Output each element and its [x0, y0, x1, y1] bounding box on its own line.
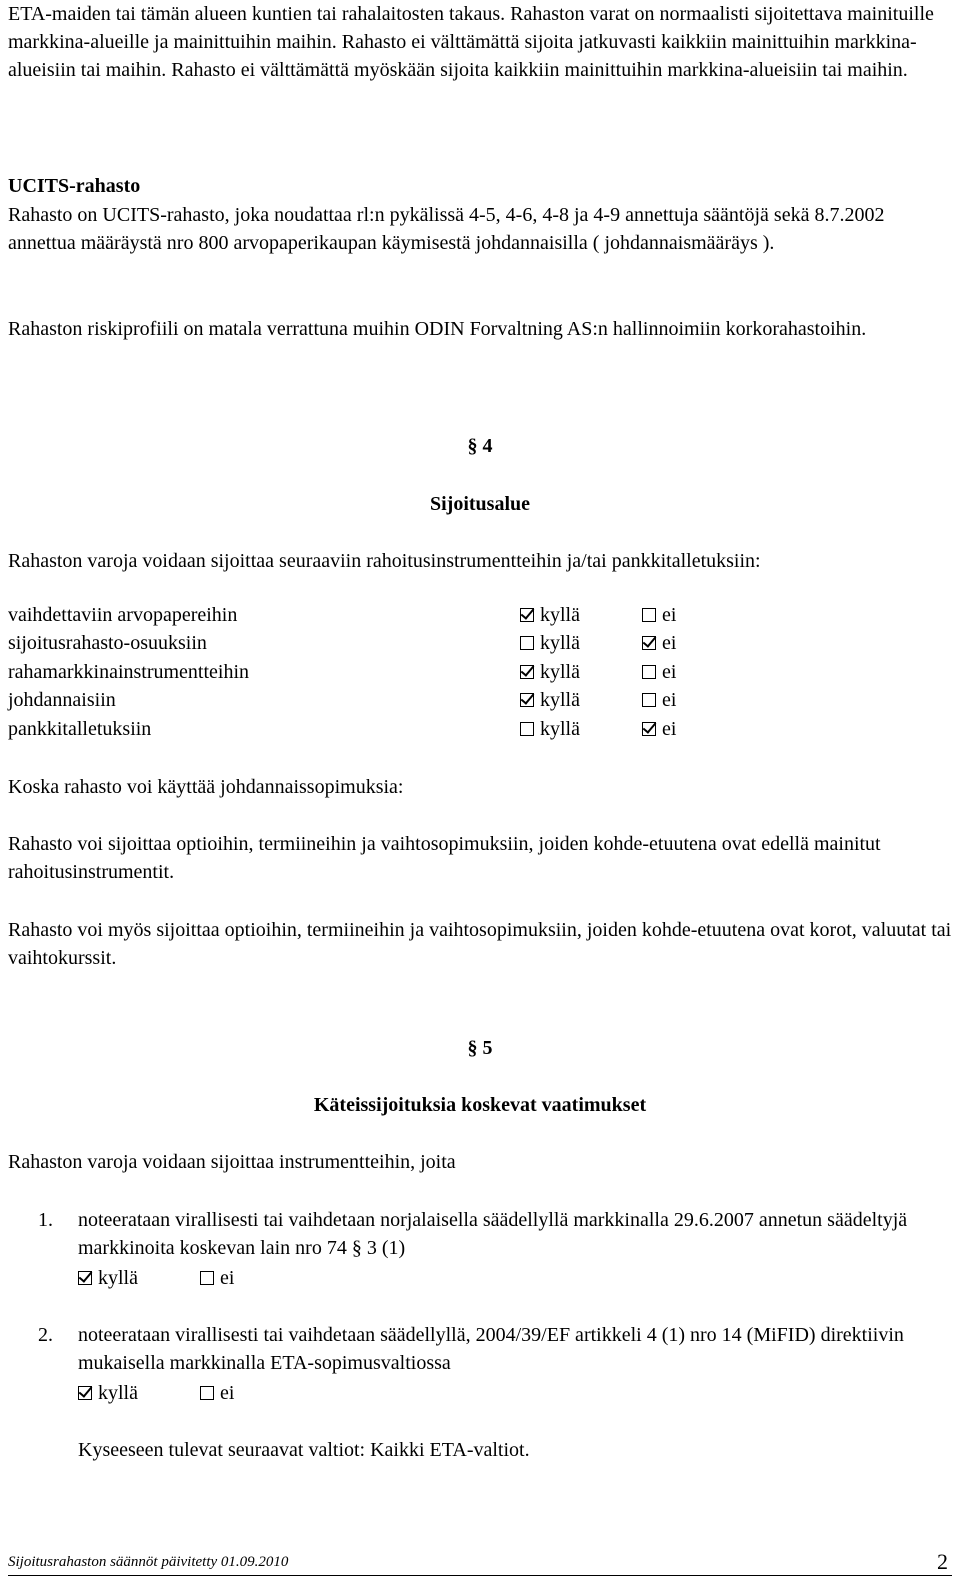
yes-label: kyllä	[540, 718, 580, 740]
checkbox-empty-icon[interactable]	[642, 665, 656, 679]
section-5-title: Käteissijoituksia koskevat vaatimukset	[313, 1094, 647, 1116]
checkbox-empty-icon[interactable]	[520, 636, 534, 650]
no-label: ei	[220, 1382, 235, 1404]
list-item-number: 1.	[38, 1209, 53, 1231]
risk-paragraph: Rahaston riskiprofiili on matala verrattuna muihin ODIN Forvaltning AS:n hallinnoimiin korkorahastoihin.	[8, 318, 867, 340]
checkbox-empty-icon[interactable]	[200, 1271, 214, 1285]
page-number: 2	[937, 1549, 948, 1574]
no-label: ei	[662, 689, 677, 711]
derivatives-paragraph-2: Rahasto voi myös sijoittaa optioihin, termiineihin ja vaihtosopimuksiin, joiden kohde-etuutena ovat korot, valuutat tai vaihtokurssit.	[8, 919, 952, 969]
instrument-row	[8, 601, 952, 629]
checkbox-checked-icon[interactable]	[642, 636, 656, 650]
yes-label: kyllä	[98, 1382, 138, 1404]
list-item-text: noteerataan virallisesti tai vaihdetaan norjalaisella säädellyllä markkinalla 29.6.2007 annetun säädeltyjä markkinoita koskevan lain nro 74 § 3 (1)	[78, 1209, 908, 1259]
section-5-intro: Rahaston varoja voidaan sijoittaa instrumentteihin, joita	[8, 1151, 456, 1173]
footer-text: Sijoitusrahaston säännöt päivitetty 01.09.2010	[8, 1554, 289, 1570]
checkbox-empty-icon[interactable]	[642, 608, 656, 622]
instrument-label: pankkitalletuksiin	[8, 718, 152, 740]
intro-paragraph: ETA-maiden tai tämän alueen kuntien tai rahalaitosten takaus. Rahaston varat on normaalisti sijoitettava mainituille markkina-alueille ja mainittuihin maihin. Rahasto ei välttämättä sijoita jatkuvasti kaikkiin mainittuihin markkina-alueisiin tai maihin. Rahasto ei välttämättä myöskään sijoita kaikkiin mainittuihin markkina-alueisiin tai maihin.	[8, 3, 934, 81]
no-label: ei	[662, 661, 677, 683]
checkbox-checked-icon[interactable]	[78, 1386, 92, 1400]
checkbox-checked-icon[interactable]	[520, 693, 534, 707]
yes-label: kyllä	[540, 604, 580, 626]
checkbox-checked-icon[interactable]	[520, 608, 534, 622]
list-item-text: noteerataan virallisesti tai vaihdetaan säädellyllä, 2004/39/EF artikkeli 4 (1) nro 14 (MiFID) direktiivin mukaisella markkinalla ETA-sopimusvaltiossa	[78, 1324, 904, 1374]
instrument-label: sijoitusrahasto-osuuksiin	[8, 632, 207, 654]
instrument-row	[8, 658, 952, 686]
no-label: ei	[662, 718, 677, 740]
list-item-number: 2.	[38, 1324, 53, 1346]
section-5-number: § 5	[467, 1037, 493, 1059]
instrument-label: johdannaisiin	[8, 689, 116, 711]
yes-label: kyllä	[540, 661, 580, 683]
footer-rule	[8, 1575, 952, 1576]
derivatives-heading: Koska rahasto voi käyttää johdannaissopimuksia:	[8, 776, 404, 798]
instrument-label: rahamarkkinainstrumentteihin	[8, 661, 250, 683]
yes-label: kyllä	[540, 632, 580, 654]
section-4-title: Sijoitusalue	[429, 493, 531, 515]
countries-text: Kyseeseen tulevat seuraavat valtiot: Kaikki ETA-valtiot.	[78, 1439, 530, 1461]
yes-label: kyllä	[98, 1267, 138, 1289]
section-4-number: § 4	[467, 435, 493, 457]
no-label: ei	[662, 632, 677, 654]
instrument-row	[8, 686, 952, 714]
ucits-heading: UCITS-rahasto	[8, 175, 141, 197]
instrument-row	[8, 715, 952, 743]
checkbox-empty-icon[interactable]	[520, 722, 534, 736]
checkbox-checked-icon[interactable]	[78, 1271, 92, 1285]
instrument-row	[8, 629, 952, 657]
instrument-label: vaihdettaviin arvopapereihin	[8, 604, 238, 626]
checkbox-empty-icon[interactable]	[200, 1386, 214, 1400]
checkbox-empty-icon[interactable]	[642, 693, 656, 707]
yes-label: kyllä	[540, 689, 580, 711]
list-item-checkboxes	[78, 1264, 478, 1292]
no-label: ei	[662, 604, 677, 626]
checkbox-checked-icon[interactable]	[642, 722, 656, 736]
no-label: ei	[220, 1267, 235, 1289]
checkbox-checked-icon[interactable]	[520, 665, 534, 679]
list-item-checkboxes	[78, 1379, 478, 1407]
ucits-paragraph: Rahasto on UCITS-rahasto, joka noudattaa rl:n pykälissä 4-5, 4-6, 4-8 ja 4-9 annettuja sääntöjä sekä 8.7.2002 annettua määräystä nro 800 arvopaperikaupan käymisestä johdannaisilla ( johdannaismääräys ).	[8, 204, 885, 254]
section-4-intro: Rahaston varoja voidaan sijoittaa seuraaviin rahoitusinstrumentteihin ja/tai pankkitalletuksiin:	[8, 550, 761, 572]
derivatives-paragraph-1: Rahasto voi sijoittaa optioihin, termiineihin ja vaihtosopimuksiin, joiden kohde-etuutena ovat edellä mainitut rahoitusinstrumentit.	[8, 833, 881, 883]
